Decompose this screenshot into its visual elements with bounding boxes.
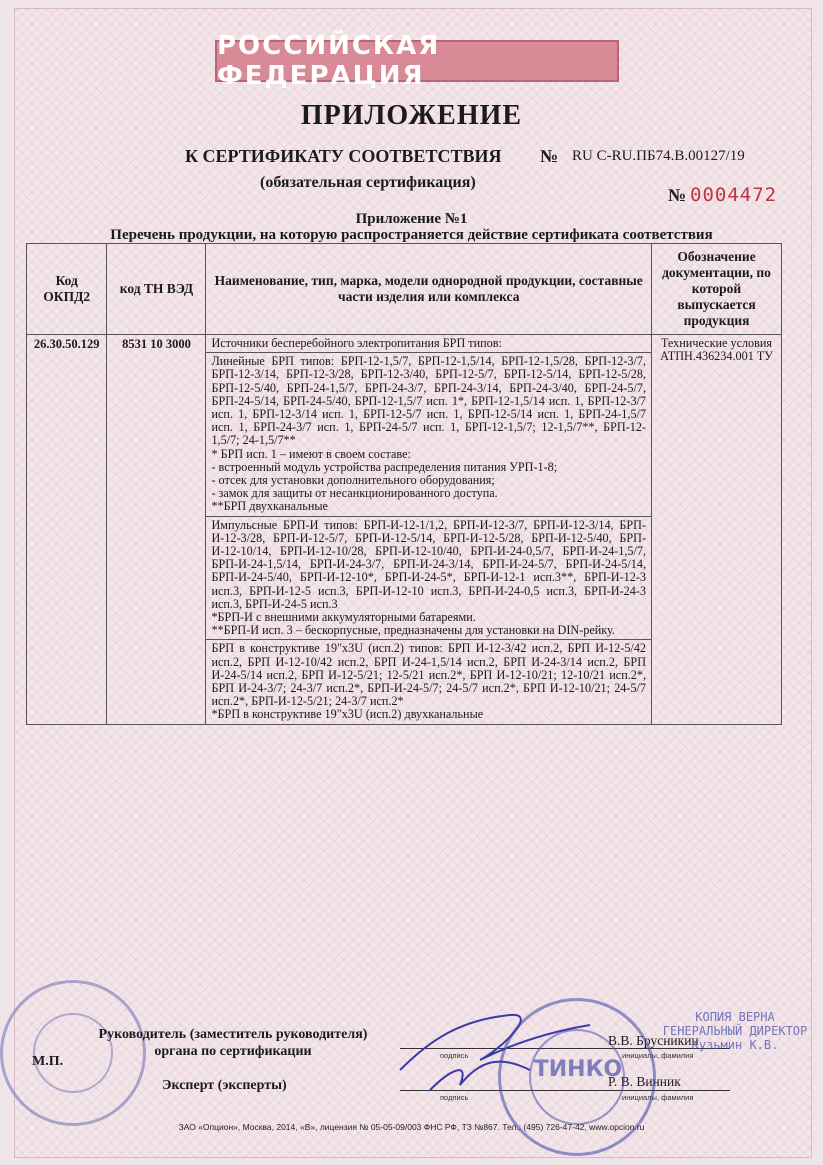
blank-number: 0004472: [690, 184, 778, 206]
blank-number-label: №: [668, 185, 687, 205]
expert-signature-title: Эксперт (эксперты): [162, 1078, 287, 1093]
description-line: **БРП двухканальные: [211, 499, 328, 514]
head-sign-caption: подпись: [440, 1051, 469, 1060]
description-block-general: [206, 335, 651, 353]
document-title: ПРИЛОЖЕНИЕ: [300, 100, 523, 131]
certification-type: (обязательная сертификация): [260, 174, 476, 191]
print-footer: ЗАО «Опцион», Москва, 2014, «В», лицензия № 05-05-09/003 ФНС РФ, ТЗ №867. Тел.: (495) 726-47-42, www.opcion.ru: [178, 1122, 645, 1132]
description-block-rack: [206, 640, 651, 723]
okpd2-code: 26.30.50.129: [27, 335, 107, 725]
description-line: Линейные БРП типов: БРП-12-1,5/7, БРП-12-1,5/14, БРП-12-1,5/28, БРП-12-3/7, БРП-12-3/14, БРП-12-3/28, БРП-12-3/40, БРП-12-5/7, БРП-12-5/14, БРП-12-5/28, БРП-12-5/40, БРП-24-1,5/7, БРП-24-3/7, БРП-24-3/14, БРП-24-3/40, БРП-24-5/7, БРП-24-5/14, БРП-24-5/40, БРП-12-1,5/7 исп. 1*, БРП-12-1,5/14 исп. 1, БРП-12-3/7 исп. 1, БРП-12-3/14 исп. 1, БРП-12-5/7 исп. 1, БРП-12-5/14 исп. 1, БРП-24-1,5/7 исп. 1, БРП-24-3/7 исп. 1, БРП-24-5/7 исп. 1, БРП-12-1,5/7; 12-1,5/7**, БРП-12-1,5/7; 24-1,5/7**: [211, 354, 647, 448]
company-seal-logo: ТИНКО: [533, 1057, 623, 1082]
number-label: №: [540, 146, 559, 166]
country-banner: [215, 31, 619, 91]
table-row: [27, 335, 782, 725]
description-block-linear: [206, 353, 651, 516]
description-line: - встроенный модуль устройства распределения питания УРП-1-8;: [211, 459, 558, 474]
product-description: [206, 335, 652, 725]
description-block-pulse: [206, 517, 651, 641]
stamp-place-label: М.П.: [32, 1054, 64, 1069]
description-line: Источники бесперебойного электропитания БРП типов:: [211, 336, 502, 350]
head-name: В.В. Брусникин: [608, 1033, 699, 1048]
description-line: *БРП-И с внешними аккумуляторными батареями.: [211, 610, 476, 625]
description-line: БРП в конструктиве 19"х3U (исп.2) типов: БРП И-12-3/42 исп.2, БРП И-12-5/42 исп.2, БРП И-12-10/42 исп.2, БРП И-24-1,5/14 исп.2, БРП И-24-3/14 исп.2, БРП И-24-5/14 исп.2, БРП И-12-5/21; 12-5/21 исп.2*, БРП И-12-10/21; 12-10/21 исп.2*, БРП И-24-3/7; 24-3/7 исп.2*, БРП-И-24-5/7; 24-5/7 исп.2*, БРП И-12-10/21; 24-5/7 исп.2*, БРП-И-12-5/21; 24-3/7 исп.2*: [211, 641, 647, 709]
document-subtitle: К СЕРТИФИКАТУ СООТВЕТСТВИЯ: [185, 146, 502, 166]
description-line: **БРП-И исп. 3 – бескорпусные, предназначены для установки на DIN-рейку.: [211, 623, 615, 638]
company-seal: [498, 998, 656, 1156]
annex-title: Приложение №1: [355, 211, 468, 227]
header-okpd2: Код ОКПД2: [27, 244, 107, 335]
header-tnved: код ТН ВЭД: [107, 244, 206, 335]
head-name-caption: инициалы, фамилия: [622, 1051, 694, 1060]
certificate-number: RU C-RU.ПБ74.В.00127/19: [572, 148, 745, 164]
tnved-code: 8531 10 3000: [107, 335, 206, 725]
copy-certified-stamp: КОПИЯ ВЕРНА ГЕНЕРАЛЬНЫЙ ДИРЕКТОР Кузьмин К.В.: [662, 1010, 808, 1052]
description-line: Импульсные БРП-И типов: БРП-И-12-1/1,2, БРП-И-12-3/7, БРП-И-12-3/14, БРП-И-12-3/28, БРП-И-12-5/7, БРП-И-12-5/14, БРП-И-12-5/28, БРП-И-12-5/40, БРП-И-12-10/14, БРП-И-12-10/28, БРП-И-12-10/40, БРП-И-24-0,5/7, БРП-И-24-1,5/7, БРП-И-24-1,5/14, БРП-И-24-3/7, БРП-И-24-3/14, БРП-И-24-5/7, БРП-И-24-5/14, БРП-И-24-5/40, БРП-И-12-10*, БРП-И-24-5*, БРП-И-12-1 исп.3**, БРП-И-12-3 исп.3, БРП-И-12-5 исп.3, БРП-И-12-10 исп.3, БРП-И-24-0,5 исп.3, БРП-И-24-3 исп.3, БРП-И-24-5 исп.3: [211, 517, 647, 611]
banner-text: РОССИЙСКАЯ ФЕДЕРАЦИЯ: [217, 31, 441, 91]
list-title: Перечень продукции, на которую распространяется действие сертификата соответствия: [110, 227, 713, 243]
expert-name-caption: инициалы, фамилия: [622, 1093, 694, 1102]
expert-name: Р. В. Винник: [608, 1074, 681, 1089]
header-product-name: Наименование, тип, марка, модели однородной продукции, составные части изделия или комплекса: [206, 244, 652, 335]
description-line: * БРП исп. 1 – имеют в своем составе:: [211, 446, 411, 461]
expert-sign-caption: подпись: [440, 1093, 469, 1102]
product-table: [26, 243, 782, 725]
documentation-reference: Технические условия АТПН.436234.001 ТУ: [652, 335, 782, 725]
description-line: - отсек для установки дополнительного оборудования;: [211, 473, 495, 488]
table-header-row: [27, 244, 782, 335]
description-line: - замок для защиты от несанкционированного доступа.: [211, 486, 498, 501]
head-signature-title: Руководитель (заместитель руководителя) органа по сертификации: [98, 1027, 368, 1059]
header-documentation: Обозначение документации, по которой выпускается продукция: [652, 244, 782, 335]
description-line: *БРП в конструктиве 19"х3U (исп.2) двухканальные: [211, 707, 484, 722]
